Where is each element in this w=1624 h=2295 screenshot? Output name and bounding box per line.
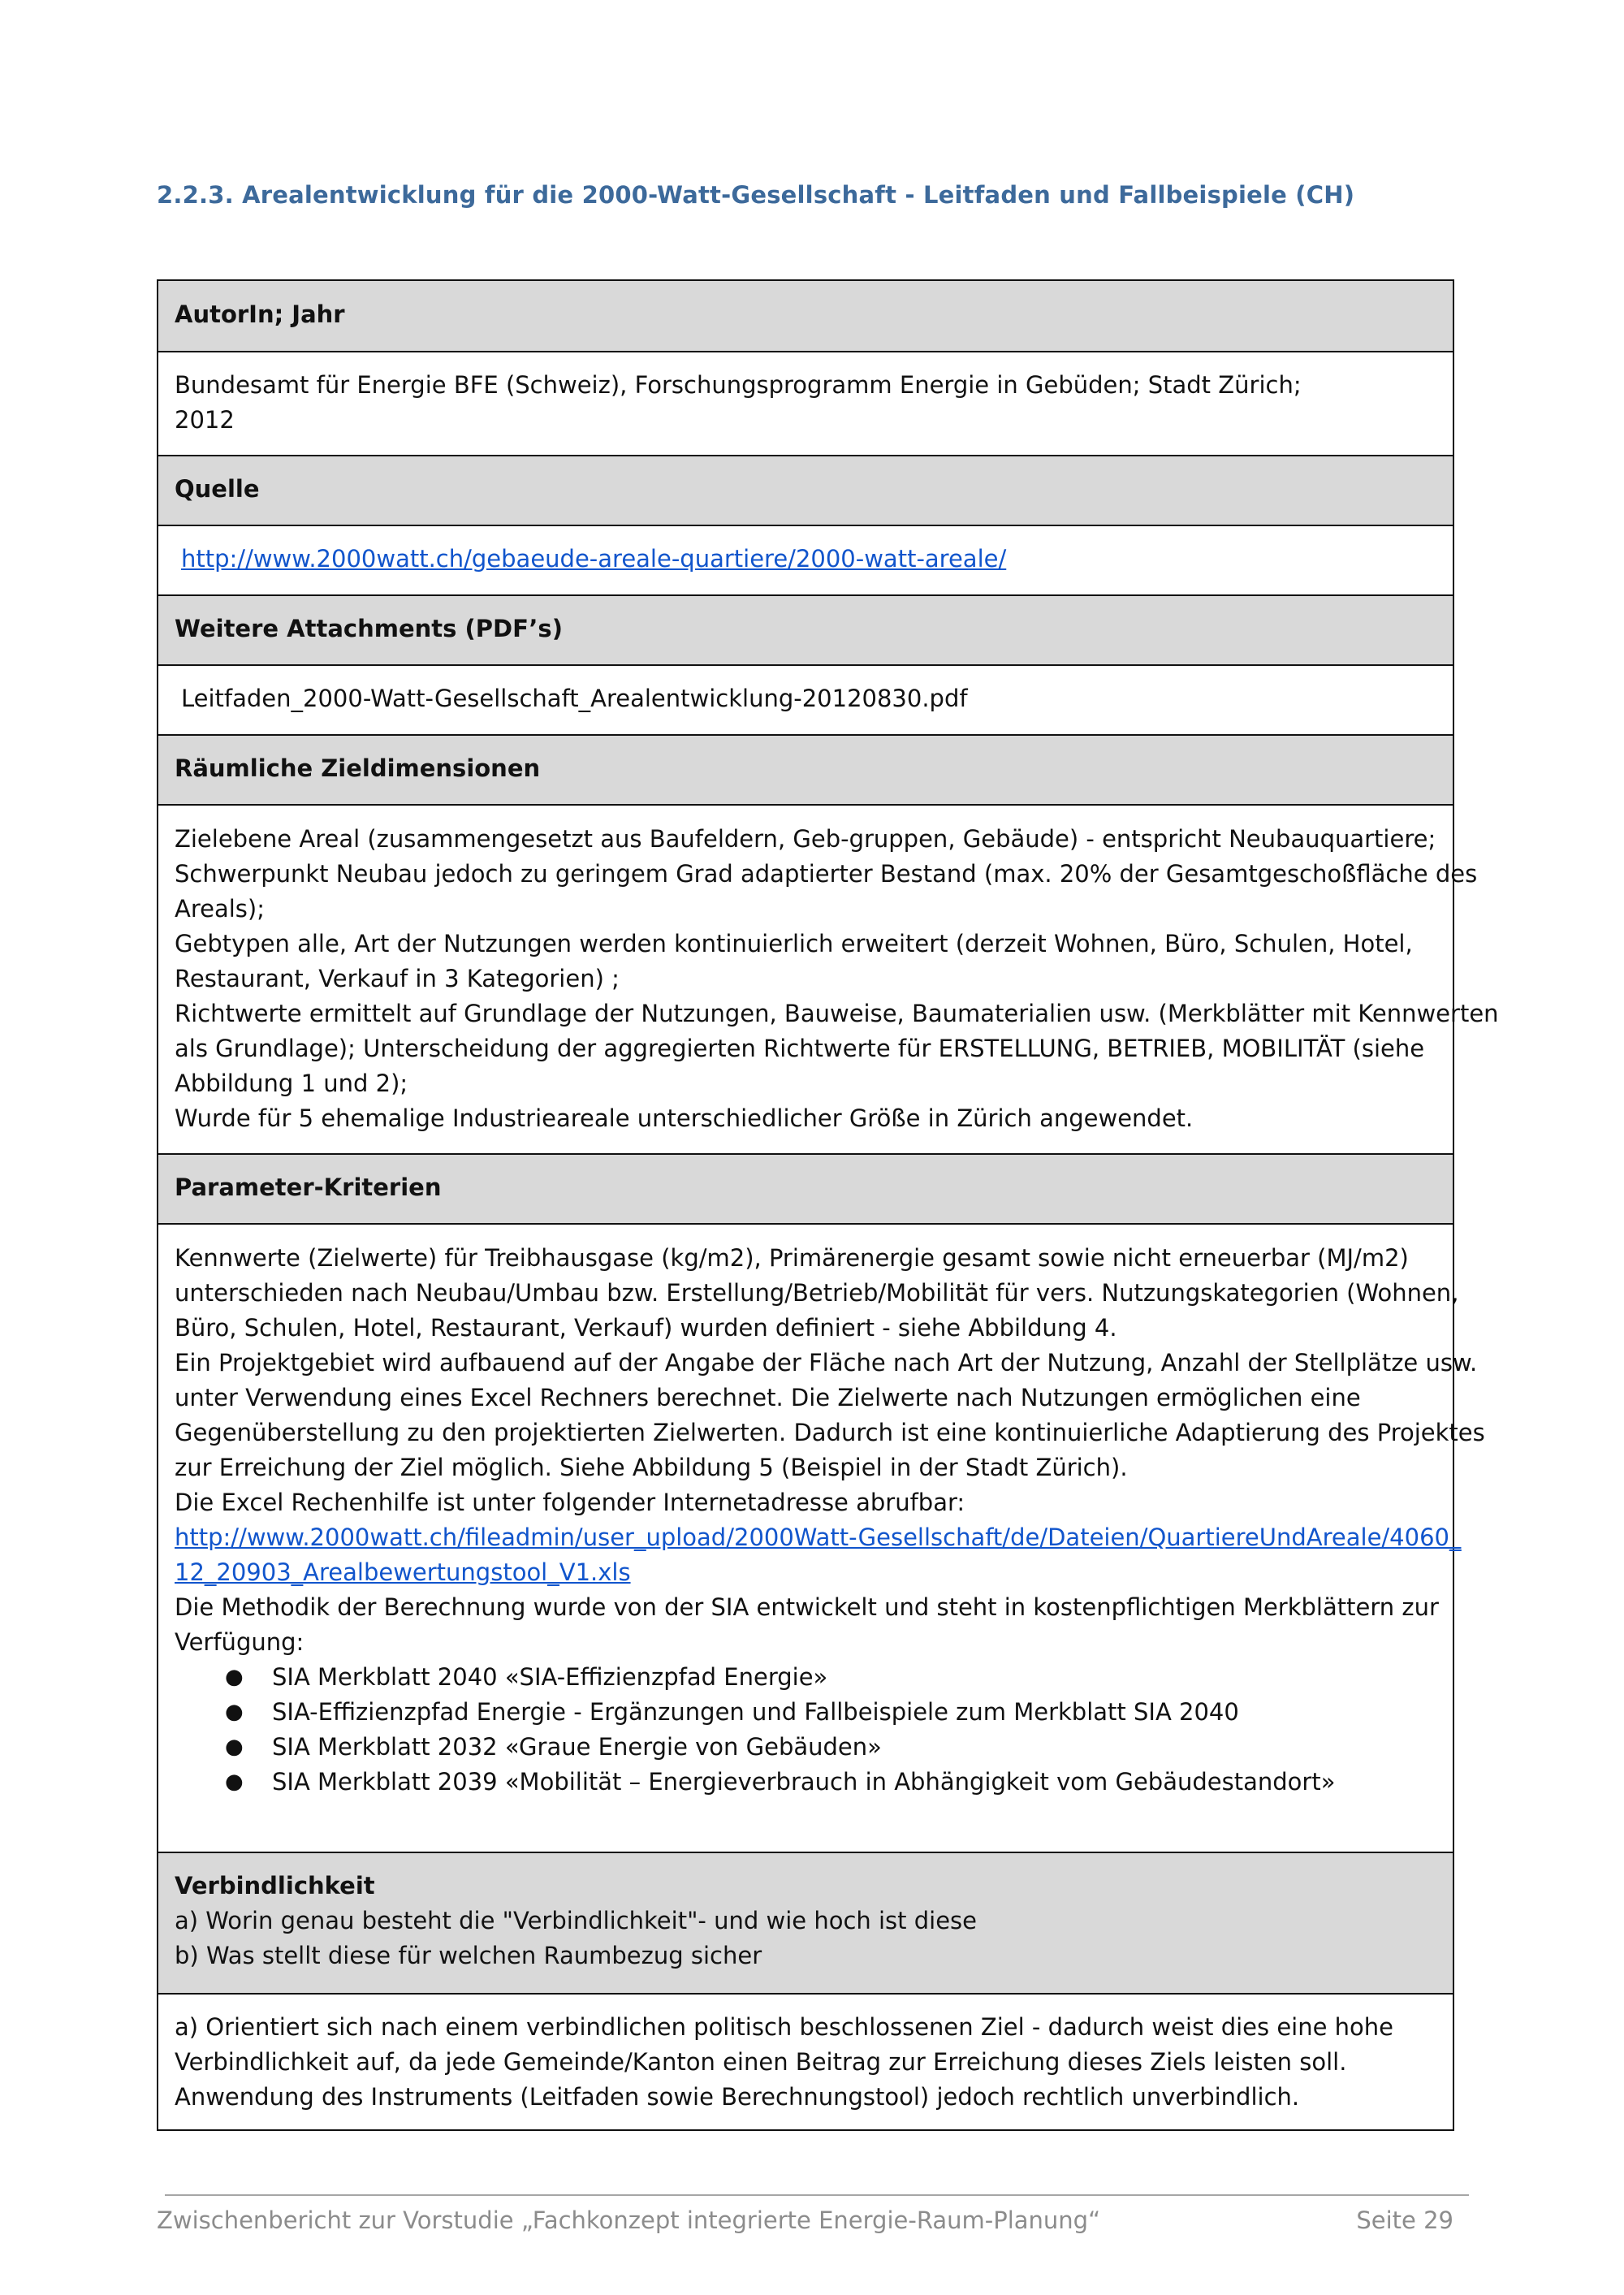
- list-item: ● SIA-Effizienzpfad Energie - Ergänzungen und Fallbeispiele zum Merkblatt SIA 2040: [175, 1695, 1436, 1730]
- binding-value: [158, 2010, 1453, 2115]
- parameter-line: unterschieden nach Neubau/Umbau bzw. Erstellung/Betrieb/Mobilität für vers. Nutzungskategorien (Wohnen,: [175, 1279, 1459, 1307]
- spatial-header: Räumliche Zieldimensionen: [175, 754, 541, 782]
- binding-header: [158, 1869, 1453, 1973]
- bullet-icon: ●: [225, 1700, 244, 1724]
- parameter-value-row: [158, 1223, 1485, 1852]
- attachments-header: Weitere Attachments (PDF’s): [175, 615, 563, 642]
- binding-title: Verbindlichkeit: [175, 1872, 375, 1900]
- parameter-line: Die Methodik der Berechnung wurde von der SIA entwickelt und steht in kostenpflichtigen Merkblättern zur: [175, 1593, 1439, 1621]
- spatial-line: Areals);: [175, 895, 265, 923]
- footer-title: Zwischenbericht zur Vorstudie „Fachkonzept integrierte Energie-Raum-Planung“: [157, 2206, 1101, 2234]
- binding-line: Anwendung des Instruments (Leitfaden sowie Berechnungstool) jedoch rechtlich unverbindlich.: [175, 2083, 1300, 2111]
- info-table: [157, 279, 1499, 2131]
- spatial-line: Restaurant, Verkauf in 3 Kategorien) ;: [175, 965, 620, 992]
- list-item: ● SIA Merkblatt 2039 «Mobilität – Energieverbrauch in Abhängigkeit vom Gebäudestandort»: [175, 1765, 1436, 1800]
- binding-question: b) Was stellt diese für welchen Raumbezug sicher: [175, 1942, 762, 1969]
- binding-value-row: [158, 1993, 1453, 2129]
- sia-bullet-list: [175, 1660, 1436, 1800]
- parameter-header-row: [158, 1153, 1453, 1223]
- parameter-line: Gegenüberstellung zu den projektierten Zielwerten. Dadurch ist eine kontinuierliche Adaptierung des Projektes: [175, 1419, 1485, 1446]
- section-heading: 2.2.3. Arealentwicklung für die 2000-Watt-Gesellschaft - Leitfaden und Fallbeispiele (CH): [157, 181, 1355, 209]
- spatial-line: Abbildung 1 und 2);: [175, 1070, 408, 1097]
- source-header-row: [158, 455, 1453, 525]
- spatial-line: als Grundlage); Unterscheidung der aggregierten Richtwerte für ERSTELLUNG, BETRIEB, MOBILITÄT (siehe: [175, 1035, 1425, 1062]
- page-number: Seite 29: [1356, 2206, 1453, 2234]
- spatial-line: Wurde für 5 ehemalige Industrieareale unterschiedlicher Größe in Zürich angewendet.: [175, 1104, 1194, 1132]
- parameter-line: Büro, Schulen, Hotel, Restaurant, Verkauf) wurden definiert - siehe Abbildung 4.: [175, 1314, 1117, 1342]
- author-header: AutorIn; Jahr: [175, 300, 345, 328]
- bullet-icon: ●: [225, 1665, 244, 1689]
- spatial-value: [158, 822, 1499, 1136]
- binding-header-row: [158, 1852, 1453, 1993]
- parameter-line: unter Verwendung eines Excel Rechners berechnet. Die Zielwerte nach Nutzungen ermöglichen eine: [175, 1384, 1361, 1411]
- parameter-line: zur Erreichung der Ziel möglich. Siehe Abbildung 5 (Beispiel in der Stadt Zürich).: [175, 1454, 1128, 1481]
- author-header-row: [158, 281, 1453, 351]
- binding-question: a) Worin genau besteht die "Verbindlichkeit"- und wie hoch ist diese: [175, 1907, 977, 1934]
- author-year: 2012: [175, 406, 235, 434]
- spatial-line: Schwerpunkt Neubau jedoch zu geringem Grad adaptierter Bestand (max. 20% der Gesamtgeschoßfläche des: [175, 860, 1478, 888]
- attachment-file: Leitfaden_2000-Watt-Gesellschaft_Arealentwicklung-20120830.pdf: [181, 685, 968, 712]
- author-line: Bundesamt für Energie BFE (Schweiz), Forschungsprogramm Energie in Gebüden; Stadt Zürich;: [175, 371, 1302, 399]
- excel-tool-link[interactable]: http://www.2000watt.ch/fileadmin/user_upload/2000Watt-Gesellschaft/de/Dateien/QuartiereUndAreale/4060_: [175, 1524, 1462, 1551]
- spatial-line: Zielebene Areal (zusammengesetzt aus Baufeldern, Geb-gruppen, Gebäude) - entspricht Neubauquartiere;: [175, 825, 1436, 853]
- source-header: Quelle: [175, 475, 260, 503]
- parameter-line: Verfügung:: [175, 1628, 304, 1656]
- parameter-line: Kennwerte (Zielwerte) für Treibhausgase (kg/m2), Primärenergie gesamt sowie nicht erneuerbar (MJ/m2): [175, 1244, 1409, 1272]
- spatial-line: Gebtypen alle, Art der Nutzungen werden kontinuierlich erweitert (derzeit Wohnen, Büro, Schulen, Hotel,: [175, 930, 1413, 957]
- excel-tool-link-continued[interactable]: 12_20903_Arealbewertungstool_V1.xls: [175, 1558, 631, 1586]
- parameter-header: Parameter-Kriterien: [175, 1173, 442, 1201]
- bullet-icon: ●: [225, 1735, 244, 1759]
- spatial-value-row: [158, 804, 1499, 1153]
- source-value-row: [158, 525, 1453, 594]
- parameter-line: Die Excel Rechenhilfe ist unter folgender Internetadresse abrufbar:: [175, 1489, 965, 1516]
- list-item: ● SIA Merkblatt 2040 «SIA-Effizienzpfad Energie»: [175, 1660, 1436, 1695]
- spatial-line: Richtwerte ermittelt auf Grundlage der Nutzungen, Bauweise, Baumaterialien usw. (Merkblätter mit Kennwerten: [175, 1000, 1499, 1027]
- author-value: [158, 368, 1453, 438]
- author-value-row: [158, 351, 1453, 455]
- source-link[interactable]: http://www.2000watt.ch/gebaeude-areale-quartiere/2000-watt-areale/: [181, 545, 1007, 573]
- bullet-icon: ●: [225, 1770, 244, 1794]
- attachments-header-row: [158, 594, 1453, 664]
- source-value: [158, 542, 1453, 577]
- attachments-value-row: [158, 664, 1453, 734]
- binding-line: Verbindlichkeit auf, da jede Gemeinde/Kanton einen Beitrag zur Erreichung dieses Ziels leisten soll.: [175, 2048, 1347, 2076]
- attachments-value: [158, 681, 1453, 716]
- binding-line: a) Orientiert sich nach einem verbindlichen politisch beschlossenen Ziel - dadurch weist dies eine hohe: [175, 2013, 1394, 2041]
- spatial-header-row: [158, 734, 1453, 804]
- list-item: ● SIA Merkblatt 2032 «Graue Energie von Gebäuden»: [175, 1730, 1436, 1765]
- parameter-line: Ein Projektgebiet wird aufbauend auf der Angabe der Fläche nach Art der Nutzung, Anzahl der Stellplätze usw.: [175, 1349, 1478, 1377]
- footer-divider: [165, 2194, 1469, 2196]
- parameter-value: [158, 1241, 1485, 1800]
